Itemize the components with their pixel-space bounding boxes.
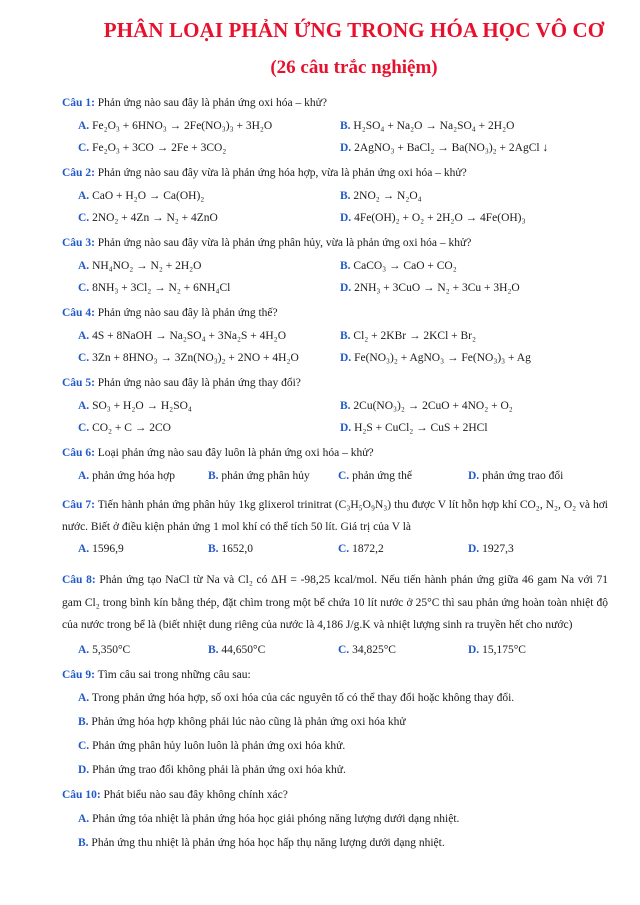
option-letter: D. <box>78 763 90 776</box>
option-letter: A. <box>78 812 90 825</box>
question-1 <box>62 96 608 156</box>
option-text: 1652,0 <box>221 543 254 555</box>
option-d <box>338 281 608 296</box>
option-letter: B. <box>78 836 89 849</box>
option-text: 44,650°C <box>221 643 266 656</box>
option-text: SO₃ + H₂O → H₂SO₄ <box>92 400 192 412</box>
question-text: Phản ứng nào sau đây vừa là phản ứng phân hủy, vừa là phản ứng oxi hóa – khử? <box>97 237 472 249</box>
option-letter: A. <box>78 330 90 342</box>
option-d <box>338 351 608 366</box>
question-stem <box>62 569 608 637</box>
option-letter: B. <box>208 470 219 482</box>
option-text: 15,175°C <box>482 643 526 656</box>
option-letter: D. <box>340 212 352 224</box>
option-a <box>76 399 338 414</box>
option-a <box>76 469 206 484</box>
option-text: 2NO₂ + 4Zn → N₂ + 4ZnO <box>92 212 218 224</box>
option-text: Phản ứng tỏa nhiệt là phản ứng hóa học giải phóng năng lượng dưới dạng nhiệt. <box>92 812 460 825</box>
option-c <box>76 211 338 226</box>
option-a <box>76 812 608 827</box>
option-a <box>76 691 608 706</box>
option-letter: D. <box>340 142 352 154</box>
option-text: NH₄NO₂ → N₂ + 2H₂O <box>92 260 202 272</box>
option-text: 3Zn + 8HNO₃ → 3Zn(NO₃)₂ + 2NO + 4H₂O <box>92 352 299 364</box>
option-letter: A. <box>78 400 90 412</box>
option-a <box>76 542 206 557</box>
option-text: phản ứng thế <box>352 470 412 482</box>
question-10 <box>62 788 608 851</box>
option-letter: D. <box>340 422 352 434</box>
option-b <box>206 643 336 658</box>
option-text: 2NO₂ → N₂O₄ <box>353 190 422 202</box>
option-a <box>76 189 338 204</box>
option-grid <box>76 189 608 226</box>
option-letter: A. <box>78 691 90 704</box>
option-letter: D. <box>468 643 480 656</box>
question-text: Tiến hành phản ứng phân hủy 1kg glixerol trinitrat (C₃H₅O₉N₃) thu được V lít hỗn hợp khí CO₂, N₂, O₂ và hơi nước. Biết ở điều kiện phản ứng 1 mol khí có thể tích 50 lít. Giá trị của V là <box>62 499 608 533</box>
option-text: Cl₂ + 2KBr → 2KCl + Br₂ <box>353 330 477 342</box>
option-b <box>76 715 608 730</box>
option-letter: B. <box>208 643 219 656</box>
question-8 <box>62 569 609 658</box>
option-letter: B. <box>340 260 351 272</box>
question-3 <box>62 236 608 296</box>
option-letter: A. <box>78 120 90 132</box>
question-label: Câu 7: <box>62 499 96 511</box>
option-letter: A. <box>78 190 90 202</box>
option-c <box>76 739 608 754</box>
option-d <box>338 421 608 436</box>
option-letter: C. <box>338 470 350 482</box>
option-c <box>76 281 338 296</box>
question-text: Phát biểu nào sau đây không chính xác? <box>103 788 288 801</box>
question-label: Câu 5: <box>62 377 95 389</box>
option-text: CO₂ + C → 2CO <box>92 422 171 434</box>
option-letter: C. <box>338 543 350 555</box>
question-label: Câu 9: <box>62 668 95 681</box>
option-letter: A. <box>78 260 90 272</box>
question-label: Câu 10: <box>62 788 101 801</box>
option-b <box>206 469 336 484</box>
question-stem <box>62 446 608 461</box>
question-stem <box>62 166 608 181</box>
option-d <box>338 211 608 226</box>
page-title: PHÂN LOẠI PHẢN ỨNG TRONG HÓA HỌC VÔ CƠ <box>103 18 605 42</box>
option-text: 1927,3 <box>482 543 514 555</box>
option-d <box>466 643 608 658</box>
option-text: CaO + H₂O → Ca(OH)₂ <box>92 190 205 202</box>
question-stem <box>62 668 608 683</box>
option-grid <box>76 119 608 156</box>
question-stem <box>62 376 608 391</box>
option-letter: D. <box>340 352 352 364</box>
option-text: 8NH₃ + 3Cl₂ → N₂ + 6NH₄Cl <box>92 282 231 294</box>
question-label: Câu 2: <box>62 167 95 179</box>
question-label: Câu 1: <box>62 97 95 109</box>
option-list <box>76 812 608 851</box>
option-text: 4Fe(OH)₂ + O₂ + 2H₂O → 4Fe(OH)₃ <box>354 212 526 224</box>
option-text: phản ứng trao đổi <box>482 470 564 482</box>
question-text: Phản ứng nào sau đây là phản ứng oxi hóa – khử? <box>97 97 327 109</box>
option-grid <box>76 399 608 436</box>
option-a <box>76 643 206 658</box>
question-text: Loại phản ứng nào sau đây luôn là phản ứng oxi hóa – khử? <box>97 447 374 459</box>
option-c <box>336 469 466 484</box>
option-a <box>76 119 338 134</box>
option-d <box>76 763 608 778</box>
option-text: Phản ứng hóa hợp không phải lúc nào cũng là phản ứng oxi hóa khử <box>91 715 406 728</box>
question-5 <box>62 376 608 436</box>
option-letter: B. <box>340 190 351 202</box>
option-letter: A. <box>78 643 90 656</box>
question-2 <box>62 166 608 226</box>
option-grid <box>76 542 608 557</box>
option-text: 2AgNO₃ + BaCl₂ → Ba(NO₃)₂ + 2AgCl ↓ <box>354 142 549 154</box>
option-c <box>76 421 338 436</box>
question-6 <box>62 446 608 484</box>
option-letter: D. <box>468 543 480 555</box>
question-7 <box>62 494 608 557</box>
page-subtitle: (26 câu trắc nghiệm) <box>270 57 438 78</box>
question-9 <box>62 668 608 778</box>
option-text: H₂S + CuCl₂ → CuS + 2HCl <box>354 422 488 434</box>
option-grid <box>76 259 608 296</box>
option-letter: C. <box>78 212 90 224</box>
option-letter: B. <box>340 400 351 412</box>
question-stem <box>62 96 608 111</box>
option-letter: C. <box>78 142 90 154</box>
option-letter: B. <box>340 330 351 342</box>
option-letter: B. <box>78 715 89 728</box>
option-text: phản ứng hóa hợp <box>92 470 175 482</box>
question-label: Câu 8: <box>62 574 96 586</box>
question-stem <box>62 306 608 321</box>
option-text: 34,825°C <box>352 643 396 656</box>
option-letter: C. <box>78 352 90 364</box>
option-letter: D. <box>340 282 352 294</box>
question-stem <box>62 788 608 803</box>
option-list <box>76 691 608 778</box>
option-grid <box>76 329 608 366</box>
option-c <box>336 643 466 658</box>
question-text: Phản ứng nào sau đây vừa là phản ứng hóa hợp, vừa là phản ứng oxi hóa – khử? <box>97 167 467 179</box>
option-b <box>338 259 608 274</box>
option-a <box>76 329 338 344</box>
option-text: Trong phản ứng hóa hợp, số oxi hóa của các nguyên tố có thể thay đổi hoặc không thay đổi. <box>91 691 515 704</box>
question-text: Phản ứng tạo NaCl từ Na và Cl₂ có ΔH = -98,25 kcal/mol. Nếu tiến hành phản ứng giữa 46 gam Na với 71 gam Cl₂ trong bình kín bằng thép, đặt chìm trong một bể chứa 10 lít nước ở 25°C thì sau phản ứng hoàn toàn nhiệt độ của nước trong bể là (biết nhiệt dung riêng của nước là 4,186 J/g.K và nhiệt lượng sinh ra truyền hết cho nước) <box>62 574 609 631</box>
question-4 <box>62 306 608 366</box>
option-text: 1872,2 <box>352 543 384 555</box>
option-text: Fe₂O₃ + 6HNO₃ → 2Fe(NO₃)₃ + 3H₂O <box>92 120 273 132</box>
option-c <box>76 141 338 156</box>
option-grid <box>76 643 608 658</box>
option-b <box>76 836 608 851</box>
option-text: Phản ứng phân hủy luôn luôn là phản ứng oxi hóa khử. <box>92 739 346 752</box>
option-text: 2Cu(NO₃)₂ → 2CuO + 4NO₂ + O₂ <box>353 400 513 412</box>
question-text: Tìm câu sai trong những câu sau: <box>97 668 251 681</box>
option-letter: C. <box>78 282 90 294</box>
option-text: Fe₂O₃ + 3CO → 2Fe + 3CO₂ <box>92 142 227 154</box>
question-stem <box>62 236 608 251</box>
option-d <box>338 141 608 156</box>
option-text: CaCO₃ → CaO + CO₂ <box>353 260 457 272</box>
option-c <box>336 542 466 557</box>
question-label: Câu 3: <box>62 237 95 249</box>
option-c <box>76 351 338 366</box>
question-text: Phản ứng nào sau đây là phản ứng thay đổi? <box>97 377 301 389</box>
option-b <box>338 329 608 344</box>
option-letter: C. <box>338 643 350 656</box>
option-b <box>206 542 336 557</box>
option-grid <box>76 469 608 484</box>
option-text: phản ứng phân hủy <box>221 470 310 482</box>
option-letter: D. <box>468 470 480 482</box>
option-letter: B. <box>208 543 219 555</box>
option-a <box>76 259 338 274</box>
question-label: Câu 6: <box>62 447 95 459</box>
option-text: 2NH₃ + 3CuO → N₂ + 3Cu + 3H₂O <box>354 282 520 294</box>
option-text: Phản ứng trao đổi không phải là phản ứng oxi hóa khử. <box>92 763 346 776</box>
option-text: 5,350°C <box>92 643 131 656</box>
option-letter: C. <box>78 422 90 434</box>
option-d <box>466 542 608 557</box>
option-text: 1596,9 <box>92 543 124 555</box>
option-letter: A. <box>78 543 90 555</box>
option-d <box>466 469 608 484</box>
question-text: Phản ứng nào sau đây là phản ứng thế? <box>97 307 278 319</box>
option-b <box>338 119 608 134</box>
option-text: 4S + 8NaOH → Na₂SO₄ + 3Na₂S + 4H₂O <box>92 330 286 342</box>
question-label: Câu 4: <box>62 307 95 319</box>
option-letter: C. <box>78 739 90 752</box>
question-stem <box>62 494 608 538</box>
option-text: Fe(NO₃)₂ + AgNO₃ → Fe(NO₃)₃ + Ag <box>354 352 531 364</box>
option-text: H₂SO₄ + Na₂O → Na₂SO₄ + 2H₂O <box>353 120 515 132</box>
option-b <box>338 189 608 204</box>
option-b <box>338 399 608 414</box>
option-letter: A. <box>78 470 90 482</box>
option-text: Phản ứng thu nhiệt là phản ứng hóa học hấp thụ năng lượng dưới dạng nhiệt. <box>91 836 445 849</box>
option-letter: B. <box>340 120 351 132</box>
